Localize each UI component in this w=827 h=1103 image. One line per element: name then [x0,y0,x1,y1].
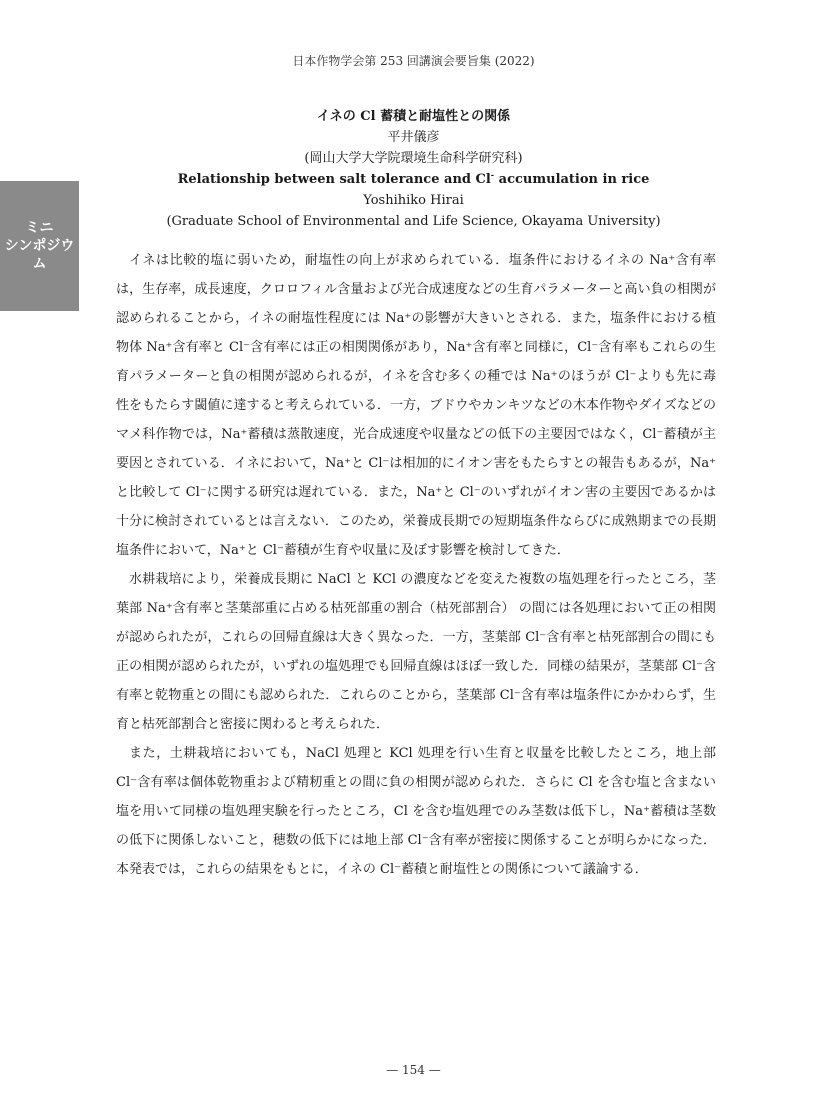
page-number: — 154 — [386,1063,441,1077]
section-tab-line1: ミニ [25,220,54,236]
running-header: 日本作物学会第 253 回講演会要旨集 (2022) [292,54,535,68]
japanese-author: 平井儀彦 [387,130,440,145]
paragraph-2: 水耕栽培により，栄養成長期に NaCl と KCl の濃度などを変えた複数の塩処理を行ったところ，茎葉部 Na⁺含有率と茎葉部重に占める枯死部重の割合（枯死部割合） の間には各処理において正の相関が認められたが，これらの回帰直線は大きく異なった．一方，茎葉部 Cl⁻含有率と枯死部割合の間にも正の相関が認められたが，いずれの塩処理でも回帰直線はほぼ一致した．同様の結果が，茎葉部 Cl⁻含有率と乾物重との間にも認められた．これらのことから，茎葉部 Cl⁻含有率は塩条件にかかわらず，生育と枯死部割合と密接に関わると考えられた． [116,572,716,732]
english-author: Yoshihiko Hirai [363,193,464,208]
japanese-title: イネの Cl 蓄積と耐塩性との関係 [316,109,511,124]
japanese-affiliation: (岡山大学大学院環境生命科学研究科) [304,151,523,166]
english-affiliation: (Graduate School of Environmental and Life Science, Okayama University) [166,214,661,229]
english-title-post: accumulation in rice [494,172,650,187]
section-tab-line2: シンポジウム [4,238,75,272]
paragraph-1: イネは比較的塩に弱いため，耐塩性の向上が求められている．塩条件におけるイネの Na⁺含有率は，生存率，成長速度，クロロフィル含量および光合成速度などの生育パラメーターと高い負の相関が認められることから，イネの耐塩性程度には Na⁺の影響が大きいとされる．また，塩条件における植物体 Na⁺含有率と Cl⁻含有率には正の相関関係があり，Na⁺含有率と同様に，Cl⁻含有率もこれらの生育パラメーターと負の相関が認められるが，イネを含む多くの種では Na⁺のほうが Cl⁻よりも先に毒性をもたらす閾値に達すると考えられている．一方，ブドウやカンキツなどの木本作物やダイズなどのマメ科作物では，Na⁺蓄積は蒸散速度，光合成速度や収量などの低下の主要因ではなく，Cl⁻蓄積が主要因とされている．イネにおいて，Na⁺と Cl⁻は相加的にイオン害をもたらすとの報告もあるが，Na⁺と比較して Cl⁻に関する研究は遅れている．また，Na⁺と Cl⁻のいずれがイオン害の主要因であるかは十分に検討されているとは言えない．このため，栄養成長期での短期塩条件ならびに成熟期までの長期塩条件において，Na⁺と Cl⁻蓄積が生育や収量に及ぼす影響を検討してきた． [116,253,716,558]
title-block [0,106,827,232]
english-title-sup: - [490,169,495,180]
english-title [0,169,827,190]
english-title-pre: Relationship between salt tolerance and Cl [177,172,491,187]
paragraph-3: また，土耕栽培においても，NaCl 処理と KCl 処理を行い生育と収量を比較したところ，地上部 Cl⁻含有率は個体乾物重および精籾重との間に負の相関が認められた．さらに Cl を含む塩と含まない塩を用いて同様の塩処理実験を行ったところ，Cl を含む塩処理でのみ茎数は低下し，Na⁺蓄積は茎数の低下に関係しないこと，穂数の低下には地上部 Cl⁻含有率が密接に関係することが明らかになった．本発表では，これらの結果をもとに，イネの Cl⁻蓄積と耐塩性との関係について議論する． [116,746,716,877]
abstract-body [116,246,716,884]
